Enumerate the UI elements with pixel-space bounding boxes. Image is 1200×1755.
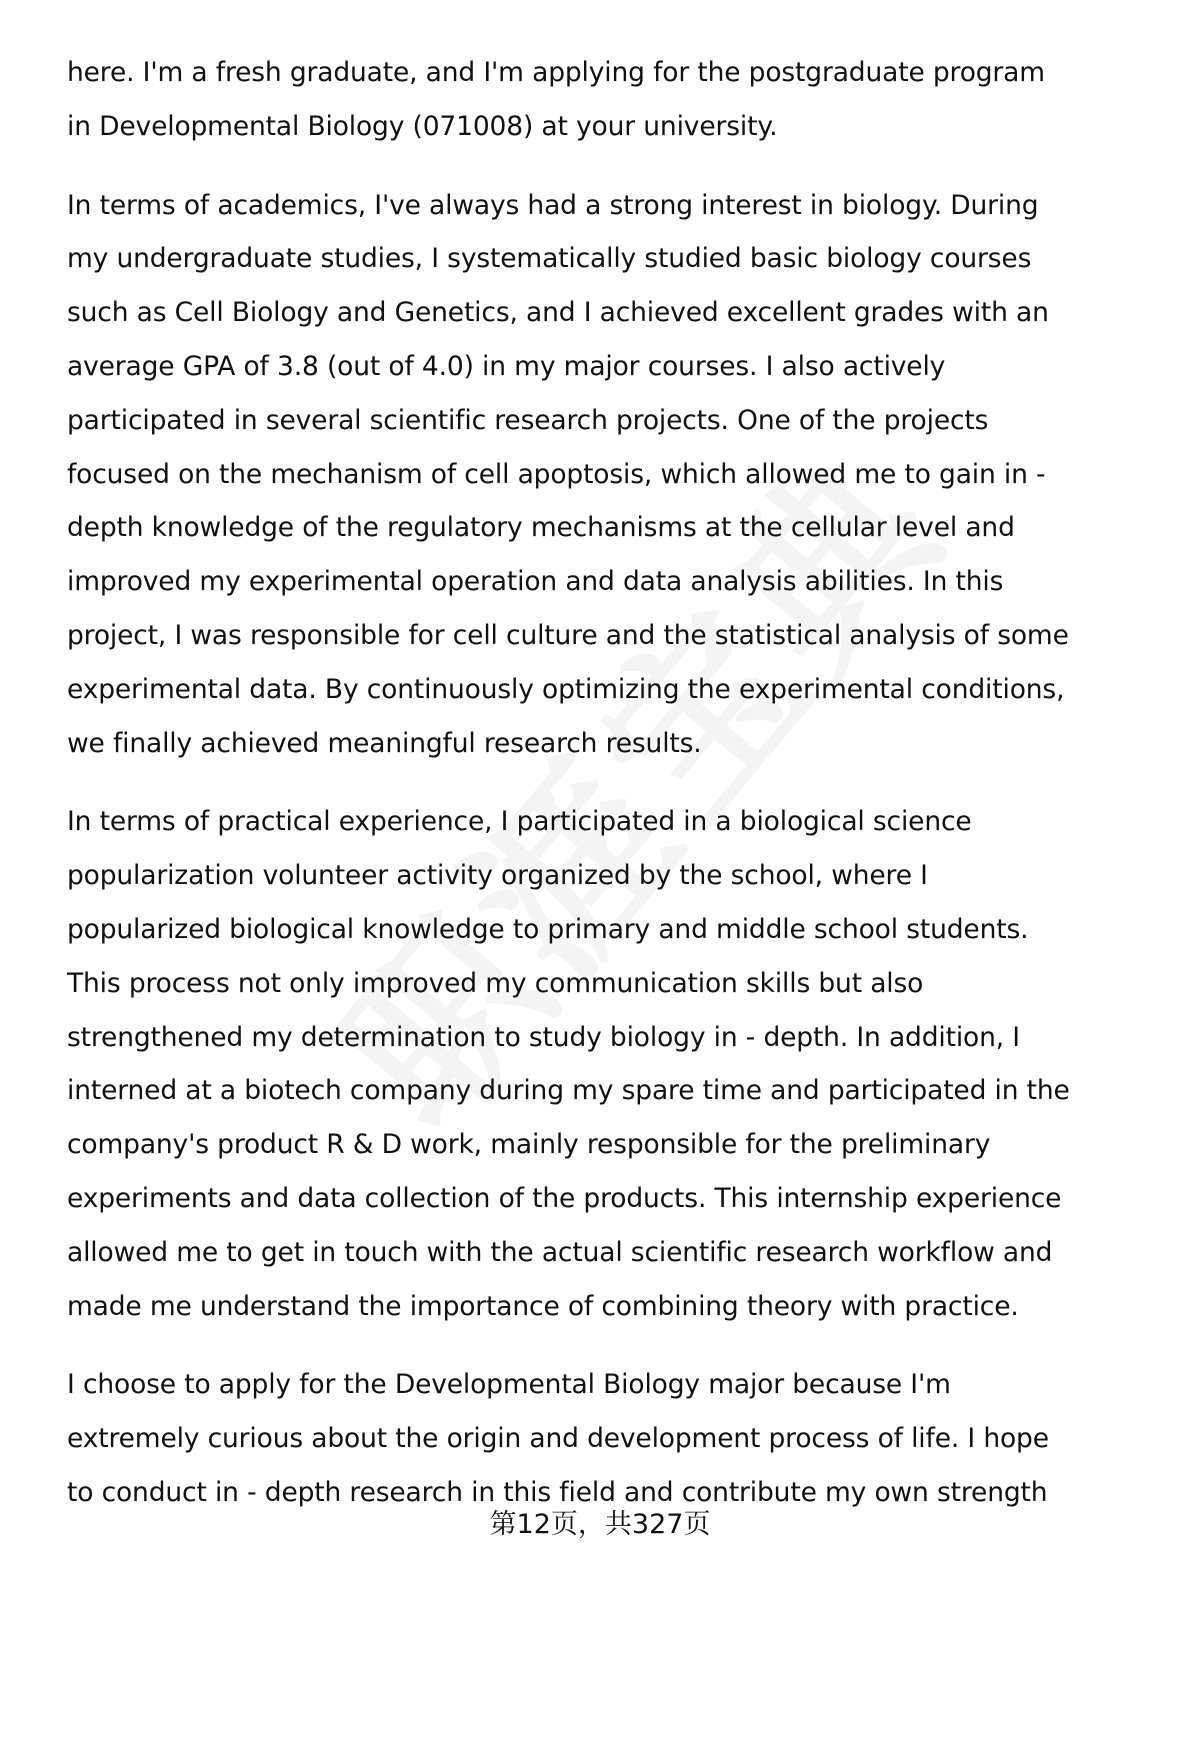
page-indicator: 第12页，共327页 — [489, 1509, 711, 1540]
paragraph-academics — [67, 179, 1157, 771]
text-line: project, I was responsible for cell culture and the statistical analysis of some — [67, 619, 1069, 651]
paragraph-practical-experience — [67, 795, 1157, 1333]
text-line: allowed me to get in touch with the actual scientific research workflow and — [67, 1236, 1053, 1268]
text-line: depth knowledge of the regulatory mechanisms at the cellular level and — [67, 512, 1015, 544]
text-line: improved my experimental operation and data analysis abilities. In this — [67, 566, 1004, 598]
text-line: This process not only improved my communication skills but also — [67, 967, 924, 999]
text-line: interned at a biotech company during my spare time and participated in the — [67, 1075, 1070, 1107]
text-line: I choose to apply for the Developmental Biology major because I'm — [67, 1369, 951, 1401]
document-body — [67, 46, 1157, 1545]
text-line: In terms of academics, I've always had a strong interest in biology. During — [67, 189, 1039, 221]
text-line: In terms of practical experience, I participated in a biological science — [67, 806, 972, 838]
text-line: average GPA of 3.8 (out of 4.0) in my major courses. I also actively — [67, 350, 946, 382]
paragraph-motivation — [67, 1358, 1157, 1519]
text-line: here. I'm a fresh graduate, and I'm applying for the postgraduate program — [67, 57, 1045, 88]
text-line: participated in several scientific research projects. One of the projects — [67, 404, 989, 436]
text-line: strengthened my determination to study biology in - depth. In addition, I — [67, 1021, 1020, 1053]
text-line: company's product R & D work, mainly responsible for the preliminary — [67, 1129, 991, 1161]
text-line: to conduct in - depth research in this field and contribute my own strength — [67, 1476, 1048, 1508]
text-line: made me understand the importance of combining theory with practice. — [67, 1290, 1019, 1322]
text-line: popularized biological knowledge to primary and middle school students. — [67, 913, 1029, 945]
paragraph-intro — [67, 46, 1157, 154]
text-line: focused on the mechanism of cell apoptosis, which allowed me to gain in - — [67, 458, 1046, 490]
text-line: experiments and data collection of the products. This internship experience — [67, 1182, 1062, 1214]
text-line: we finally achieved meaningful research results. — [67, 727, 702, 759]
text-line: experimental data. By continuously optimizing the experimental conditions, — [67, 673, 1065, 705]
text-line: extremely curious about the origin and development process of life. I hope — [67, 1423, 1049, 1455]
text-line: my undergraduate studies, I systematically studied basic biology courses — [67, 243, 1032, 275]
text-line: popularization volunteer activity organized by the school, where I — [67, 860, 928, 892]
text-line: in Developmental Biology (071008) at your university. — [67, 110, 778, 142]
text-line: such as Cell Biology and Genetics, and I achieved excellent grades with an — [67, 297, 1049, 329]
